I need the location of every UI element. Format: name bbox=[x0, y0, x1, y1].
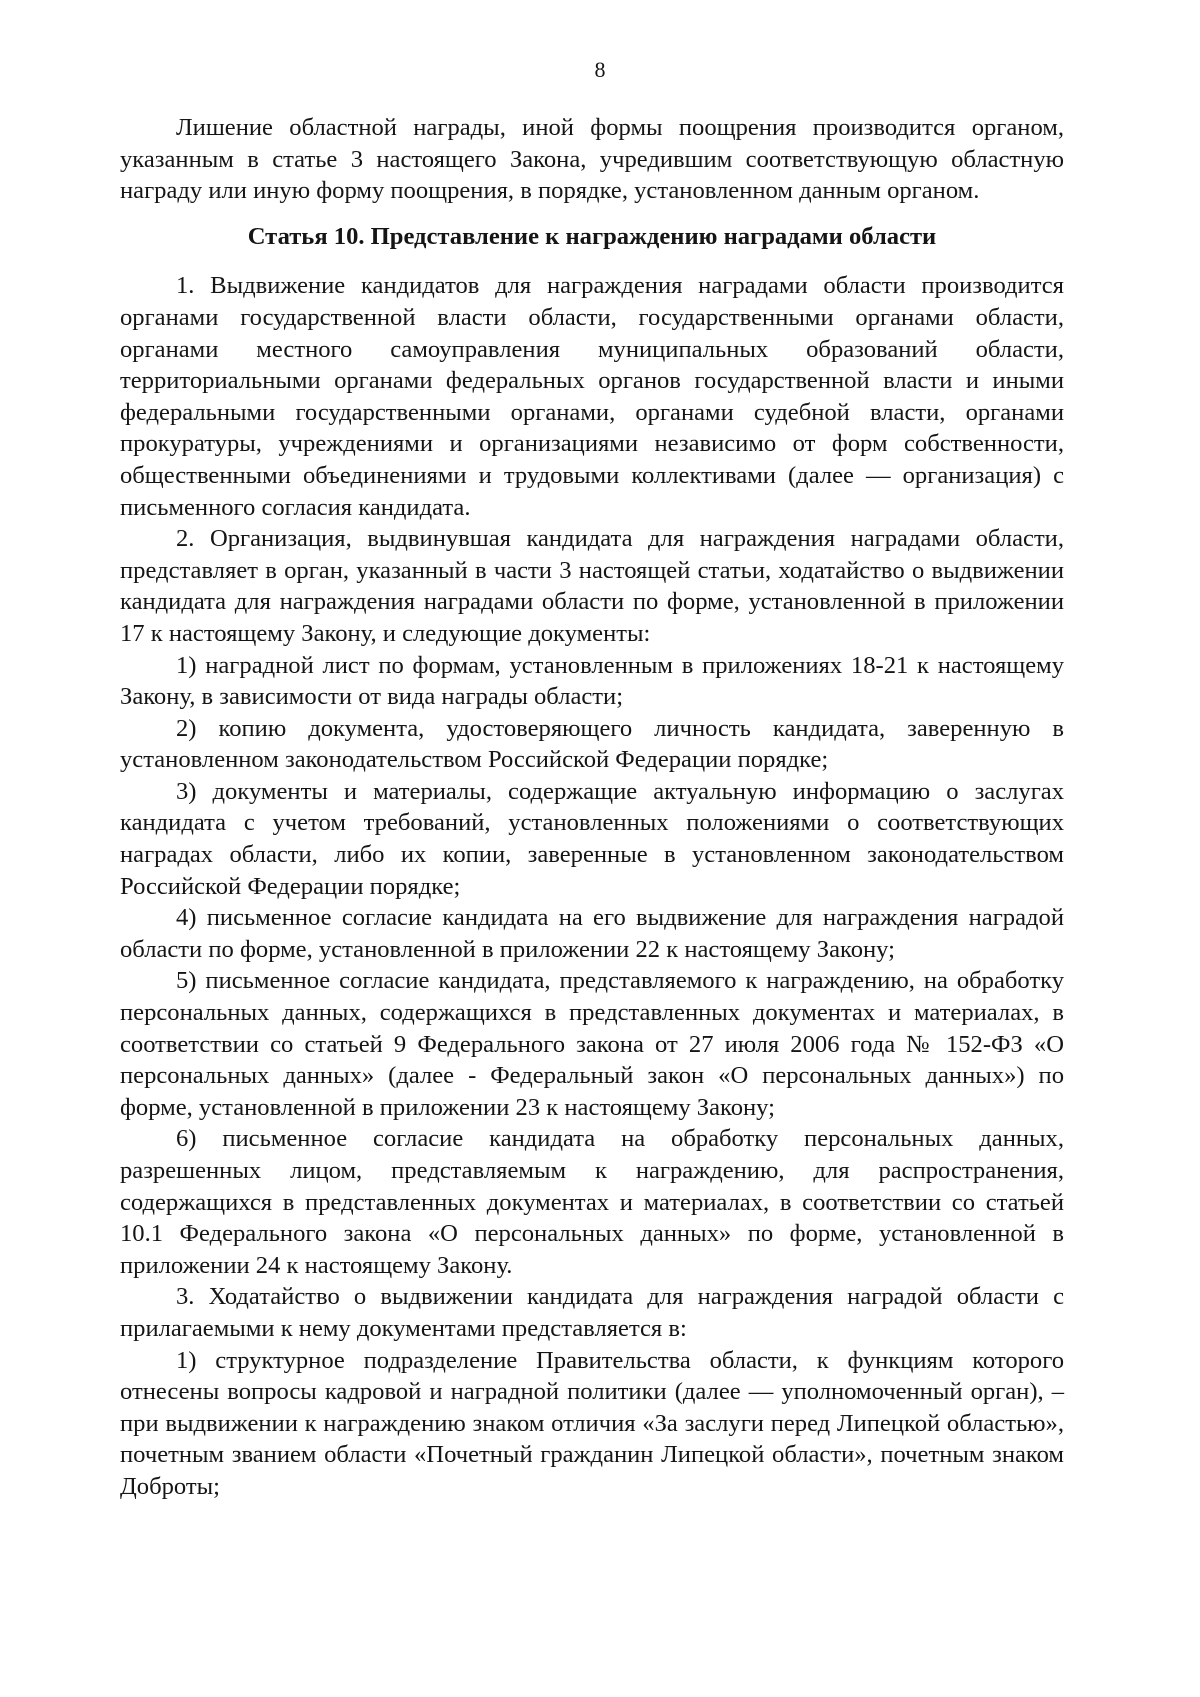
intro-paragraph: Лишение областной награды, иной формы поощрения производится органом, указанным в статье 3 настоящего Закона, учредившим соответствующую областную награду или иную форму поощрения, в порядке, установленном данным органом. bbox=[120, 114, 1064, 205]
paragraph-part-3: 3. Ходатайство о выдвижении кандидата для награждения наградой области с прилагаемыми к нему документами представляется в: bbox=[120, 1283, 1064, 1342]
list-item-3-1: 1) структурное подразделение Правительства области, к функциям которого отнесены вопросы кадровой и наградной политики (далее — уполномоченный орган), – при выдвижении к награждению знаком отличия «За заслуги перед Липецкой областью», почетным званием области «Почетный гражданин Липецкой области», почетным знаком Доброты; bbox=[120, 1346, 1064, 1500]
paragraph-part-2: 2. Организация, выдвинувшая кандидата для награждения наградами области, представляет в орган, указанный в части 3 настоящей статьи, ходатайство о выдвижении кандидата для награждения наградами области по форме, установленной в приложении 17 к настоящему Закону, и следующие документы: bbox=[120, 525, 1064, 647]
list-item-2: 2) копию документа, удостоверяющего личность кандидата, заверенную в установленном законодательством Российской Федерации порядке; bbox=[120, 714, 1064, 774]
list-item-5: 5) письменное согласие кандидата, представляемого к награждению, на обработку персональных данных, содержащихся в представленных документах и материалах, в соответствии со статьей 9 Федерального закона от 27 июля 2006 года № 152-ФЗ «О персональных данных» (далее - Федеральный закон «О персональных данных») по форме, установленной в приложении 23 к настоящему Закону; bbox=[120, 967, 1064, 1121]
paragraph-part-1: 1. Выдвижение кандидатов для награждения наградами области производится органами государственной власти области, государственными органами области, органами местного самоуправления муниципальных образований области, территориальными органами федеральных органов государственной власти и иными федеральными государственными органами, органами судебной власти, органами прокуратуры, учреждениями и организациями независимо от форм собственности, общественными объединениями и трудовыми коллективами (далее — организация) с письменного согласия кандидата. bbox=[120, 272, 1064, 521]
list-item-4: 4) письменное согласие кандидата на его выдвижение для награждения наградой области по форме, установленной в приложении 22 к настоящему Закону; bbox=[120, 904, 1064, 963]
page-number: 8 bbox=[594, 57, 606, 82]
document-body bbox=[120, 112, 1064, 1503]
list-item-3: 3) документы и материалы, содержащие актуальную информацию о заслугах кандидата с учетом требований, установленных положениями о соответствующих наградах области, либо их копии, заверенные в установленном законодательством Российской Федерации порядке; bbox=[120, 777, 1064, 900]
list-item-1: 1) наградной лист по формам, установленным в приложениях 18-21 к настоящему Закону, в зависимости от вида награды области; bbox=[120, 651, 1064, 711]
article-heading: Статья 10. Представление к награждению наградами области bbox=[247, 222, 937, 250]
list-item-6: 6) письменное согласие кандидата на обработку персональных данных, разрешенных лицом, представляемым к награждению, для распространения, содержащихся в представленных документах и материалах, в соответствии со статьей 10.1 Федерального закона «О персональных данных» по форме, установленной в приложении 24 к настоящему Закону. bbox=[120, 1125, 1064, 1279]
